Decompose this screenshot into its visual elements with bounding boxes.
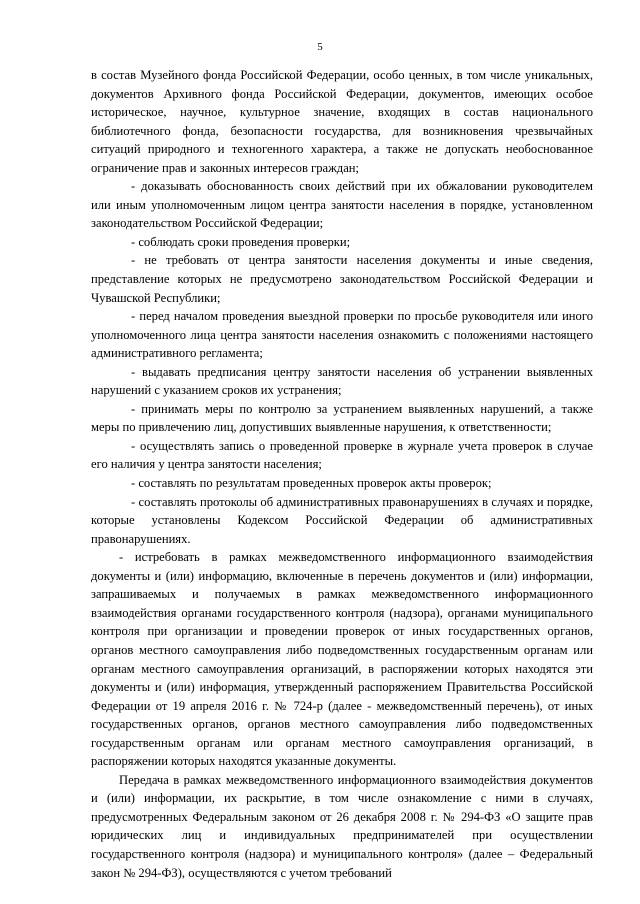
page-number: 5 <box>317 41 323 53</box>
paragraph: Передача в рамках межведомственного информационного взаимодействия документов и (или) информации, их раскрытие, в том числе ознакомление с ними в случаях, предусмотренных Федеральным законом от 26 декабря 2008 г. № 294-ФЗ «О защите прав юридических лиц и индивидуальных предпринимателей при осуществлении государственного контроля (надзора) и муниципального контроля» (далее – Федеральный закон № 294-ФЗ), осуществляются с учетом требований <box>91 772 593 880</box>
paragraph: - перед началом проведения выездной проверки по просьбе руководителя или иного уполномоченного лица центра занятости населения ознакомить с положениями настоящего административного регламента; <box>91 309 593 361</box>
paragraph: - не требовать от центра занятости населения документы и иные сведения, представление которых не предусмотрено законодательством Российской Федерации и Чувашской Республики; <box>91 253 593 305</box>
document-body <box>91 66 593 882</box>
paragraph: - истребовать в рамках межведомственного информационного взаимодействия документы и (или) информацию, включенные в перечень документов и (или) информации, запрашиваемых и получаемых в рамках межведомственного информационного взаимодействия органами государственного контроля (надзора), органами муниципального контроля при организации и проведении проверок от иных государственных органов, органов местного самоуправления либо подведомственных государственным органам или органам местного самоуправления организаций, в распоряжении которых находятся эти документы и (или) информация, утвержденный распоряжением Правительства Российской Федерации от 19 апреля 2016 г. № 724-р (далее - межведомственный перечень), от иных государственных органов, органов местного самоуправления либо подведомственных государственным органам или органам местного самоуправления организаций, в распоряжении которых находятся указанные документы. <box>91 550 593 769</box>
paragraph: - составлять по результатам проведенных проверок акты проверок; <box>131 476 492 491</box>
paragraph: - осуществлять запись о проведенной проверке в журнале учета проверок в случае его наличия у центра занятости населения; <box>91 438 593 472</box>
paragraph: - составлять протоколы об административных правонарушениях в случаях и порядке, которые установлены Кодексом Российской Федерации об административных правонарушениях. <box>91 494 593 546</box>
paragraph: в состав Музейного фонда Российской Федерации, особо ценных, в том числе уникальных, документов Архивного фонда Российской Федерации, документов, имеющих особое историческое, научное, культурное значение, входящих в состав национального библиотечного фонда, безопасности государства, для возникновения чрезвычайных ситуаций природного и техногенного характера, а также не допускать необоснованное ограничение прав и законных интересов граждан; <box>91 68 593 175</box>
paragraph: - доказывать обоснованность своих действий при их обжаловании руководителем или иным уполномоченным лицом центра занятости населения в порядке, установленном законодательством Российской Федерации; <box>91 179 593 231</box>
paragraph: - выдавать предписания центру занятости населения об устранении выявленных нарушений с указанием сроков их устранения; <box>91 364 593 398</box>
paragraph: - соблюдать сроки проведения проверки; <box>131 234 351 249</box>
paragraph: - принимать меры по контролю за устранением выявленных нарушений, а также меры по привлечению лиц, допустивших выявленные нарушения, к ответственности; <box>91 401 593 435</box>
